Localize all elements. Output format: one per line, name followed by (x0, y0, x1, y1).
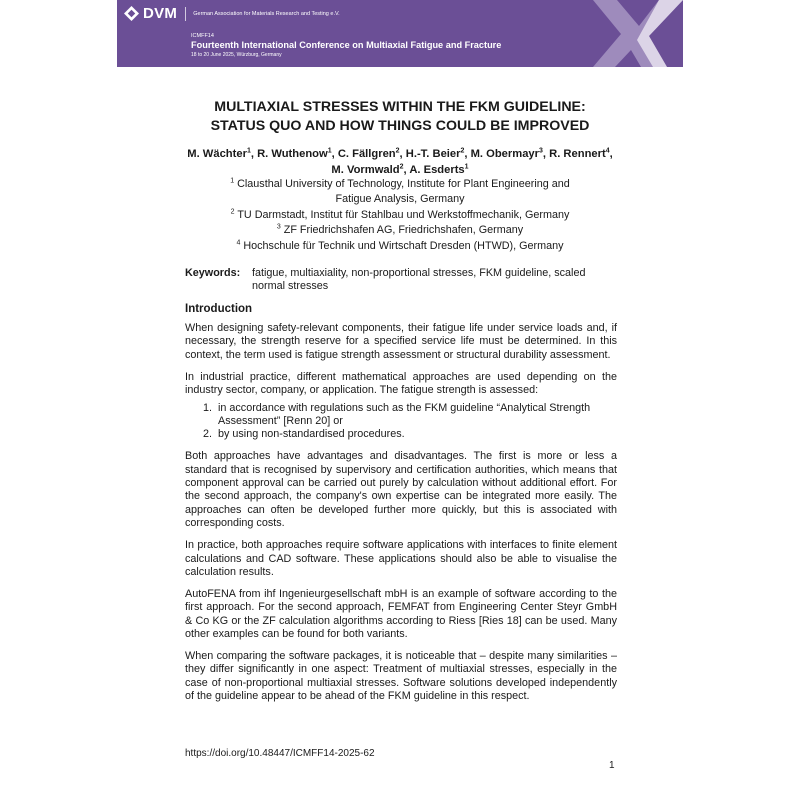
author-affiliation-mark: 1 (464, 163, 469, 171)
header-banner (117, 0, 683, 67)
title-line-2: STATUS QUO AND HOW THINGS COULD BE IMPROVED (210, 118, 590, 134)
author-separator: , (609, 148, 613, 160)
keywords-label: Keywords: (185, 267, 241, 279)
dvm-logo-icon (124, 6, 139, 21)
affiliation (120, 177, 680, 192)
paragraph: Both approaches have advantages and disadvantages. The first is more or less a standard that is recognised by supervisory and certification authorities, which means that component approval can be carried out purely by calculation without additional effort. For the second approach, the company's own expertise can be integrated more easily. The approaches can often be developed further more quickly, but this is associated with corresponding costs. (185, 450, 617, 530)
author-list (120, 146, 680, 178)
decorative-x-shape (593, 0, 683, 67)
conference-abbr: ICMFF14 (191, 33, 214, 39)
author-separator: , (464, 148, 471, 160)
affiliation-text: Hochschule für Technik und Wirtschaft Dresden (HTWD), Germany (243, 239, 564, 252)
author-affiliation-mark: 1 (327, 147, 332, 155)
author-affiliation-mark: 2 (399, 163, 404, 171)
keywords-text: fatigue, multiaxiality, non-proportional stresses, FKM guideline, scaled normal stresses (252, 267, 586, 292)
author-affiliation-mark: 3 (539, 147, 543, 155)
author-affiliation-mark: 2 (395, 147, 400, 155)
affiliation-text: ZF Friedrichshafen AG, Friedrichshafen, Germany (283, 224, 524, 237)
paper-title (120, 98, 680, 136)
author: A. Esderts (409, 164, 465, 176)
body-text (185, 322, 617, 712)
list-text: by using non-standardised procedures. (218, 428, 405, 441)
author-affiliation-mark: 4 (605, 147, 610, 155)
author-separator: , (250, 148, 258, 160)
affiliation (120, 208, 680, 223)
affiliation-number: 4 (236, 239, 241, 247)
list-item (185, 428, 617, 441)
affiliation-text: Clausthal University of Technology, Institute for Plant Engineering and (237, 178, 570, 190)
list-number: 1. (203, 401, 213, 414)
affiliation-continued: Fatigue Analysis, Germany (335, 193, 465, 206)
list-number: 2. (203, 428, 213, 441)
paragraph: When comparing the software packages, it is noticeable that – despite many similarities – they differ significantly in one aspect: Treatment of multiaxial stresses, especially in the case of non-proportional multiaxial stresses. Software solutions developed independently of the guideline appear to be ahead of the FKM guideline in this respect. (185, 650, 617, 703)
list-item (185, 402, 617, 429)
page-number: 1 (609, 760, 615, 771)
logo-divider (185, 7, 186, 21)
author-separator: , (403, 164, 410, 176)
affiliation (120, 239, 680, 254)
affiliation-text: TU Darmstadt, Institut für Stahlbau und Werkstoffmechanik, Germany (237, 208, 570, 221)
org-name: DVM (143, 5, 178, 22)
author: M. Vormwald (331, 164, 400, 176)
numbered-list (185, 402, 617, 442)
keywords (185, 267, 617, 293)
author-affiliation-mark: 1 (246, 147, 251, 155)
affiliation-list (120, 177, 680, 254)
author: R. Rennert (549, 148, 606, 160)
paragraph: AutoFENA from ihf Ingenieurgesellschaft mbH is an example of software according to the first approach. For the second approach, FEMFAT from Engineering Center Steyr GmbH & Co KG or the ZF calculation algorithms according to Riess [Ries 18] can be used. Many other examples can be found for both variants. (185, 587, 617, 641)
paragraph: When designing safety-relevant components, their fatigue life under service loads and, if necessary, the strength reserve for a specified service life must be determined. In this context, the term used is fatigue strength assessment or structural durability assessment. (185, 322, 617, 361)
author: R. Wuthenow (257, 148, 328, 160)
author: H.-T. Beier (405, 148, 461, 160)
author-line-2 (120, 162, 680, 178)
org-description: German Association for Materials Research and Testing e.V. (193, 10, 340, 17)
paragraph: In industrial practice, different mathematical approaches are used depending on the industry sector, company, or application. The fatigue strength is assessed: (185, 370, 617, 397)
section-heading: Introduction (185, 303, 253, 315)
title-line-1: MULTIAXIAL STRESSES WITHIN THE FKM GUIDELINE: (214, 99, 586, 115)
conference-date: 18 to 20 June 2025, Würzburg, Germany (191, 52, 282, 58)
author-affiliation-mark: 2 (460, 147, 465, 155)
affiliation (120, 223, 680, 238)
affiliation-number: 3 (276, 223, 281, 231)
doi-link[interactable]: https://doi.org/10.48447/ICMFF14-2025-62 (185, 748, 375, 759)
author-separator: , (542, 148, 550, 160)
conference-title: Fourteenth International Conference on Multiaxial Fatigue and Fracture (191, 40, 502, 50)
author-separator: , (399, 148, 406, 160)
affiliation-number: 1 (230, 177, 235, 185)
dvm-logo (124, 5, 340, 22)
affiliation-number: 2 (230, 208, 235, 216)
paragraph: In practice, both approaches require software applications with interfaces to finite element calculations and CAD software. These applications should also be able to visualise the calculation results. (185, 539, 617, 578)
author-separator: , (331, 148, 338, 160)
list-text: in accordance with regulations such as the FKM guideline “Analytical Strength Assessment” [Renn 20] or (218, 401, 591, 427)
author: M. Obermayr (470, 148, 540, 160)
author: C. Fällgren (337, 148, 396, 160)
author: M. Wächter (187, 148, 247, 160)
author-line-1 (120, 146, 680, 162)
